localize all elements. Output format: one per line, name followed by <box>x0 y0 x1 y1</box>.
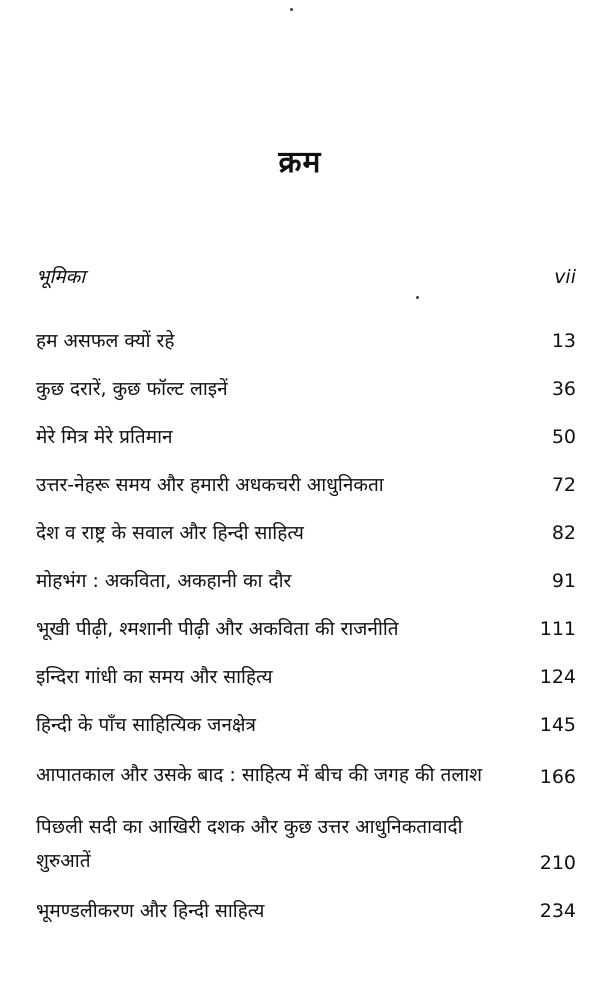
toc-entry-label: भूखी पीढ़ी, श्मशानी पीढ़ी और अकविता की राजनीति <box>36 618 399 640</box>
toc-entry-page: 234 <box>539 900 576 922</box>
toc-entry-page: vii <box>554 266 576 288</box>
toc-entry <box>36 326 576 356</box>
toc-entry-page: 145 <box>539 714 576 736</box>
toc-entry-label: मेरे मित्र मेरे प्रतिमान <box>36 426 173 448</box>
toc-entry <box>36 710 576 740</box>
toc-entry-page: 166 <box>539 766 576 788</box>
toc-entry <box>36 470 576 500</box>
toc-entry-preface <box>36 262 576 292</box>
toc-entry-label: भूमण्डलीकरण और हिन्दी साहित्य <box>36 900 265 922</box>
toc-entry-page: 111 <box>539 618 576 640</box>
toc-entry-label: देश व राष्ट्र के सवाल और हिन्दी साहित्य <box>36 522 304 544</box>
toc-entry-page: 50 <box>551 426 576 448</box>
toc-entry <box>36 810 576 878</box>
toc-entry-page: 36 <box>551 378 576 400</box>
toc-entry-label: हम असफल क्यों रहे <box>36 330 175 352</box>
toc-entry-page: 124 <box>539 666 576 688</box>
print-speck <box>290 8 293 11</box>
toc-entry-page: 13 <box>551 330 576 352</box>
table-of-contents <box>36 262 576 944</box>
toc-entry-label: उत्तर-नेहरू समय और हमारी अधकचरी आधुनिकता <box>36 474 384 496</box>
toc-entry <box>36 758 576 792</box>
toc-entry-label: इन्दिरा गांधी का समय और साहित्य <box>36 666 273 688</box>
toc-entry <box>36 614 576 644</box>
toc-entry-label: भूमिका <box>36 266 86 288</box>
toc-entry-label: हिन्दी के पाँच साहित्यिक जनक्षेत्र <box>36 714 256 736</box>
toc-entry <box>36 896 576 926</box>
toc-entry-page: 82 <box>551 522 576 544</box>
toc-entry <box>36 662 576 692</box>
toc-entry <box>36 566 576 596</box>
toc-entry-page: 91 <box>551 570 576 592</box>
toc-entry <box>36 518 576 548</box>
toc-entry-page: 72 <box>551 474 576 496</box>
page-title: क्रम <box>278 145 322 180</box>
toc-entry-page: 210 <box>539 852 576 874</box>
toc-entry-label: कुछ दरारें, कुछ फॉल्ट लाइनें <box>36 378 228 400</box>
toc-entry-label: मोहभंग : अकविता, अकहानी का दौर <box>36 570 292 592</box>
toc-entry <box>36 374 576 404</box>
toc-entry-label: आपातकाल और उसके बाद : साहित्य में बीच की जगह की तलाश <box>36 764 483 786</box>
toc-entry-label: पिछली सदी का आखिरी दशक और कुछ उत्तर आधुनिकतावादी शुरुआतें <box>36 816 463 872</box>
toc-entry <box>36 422 576 452</box>
